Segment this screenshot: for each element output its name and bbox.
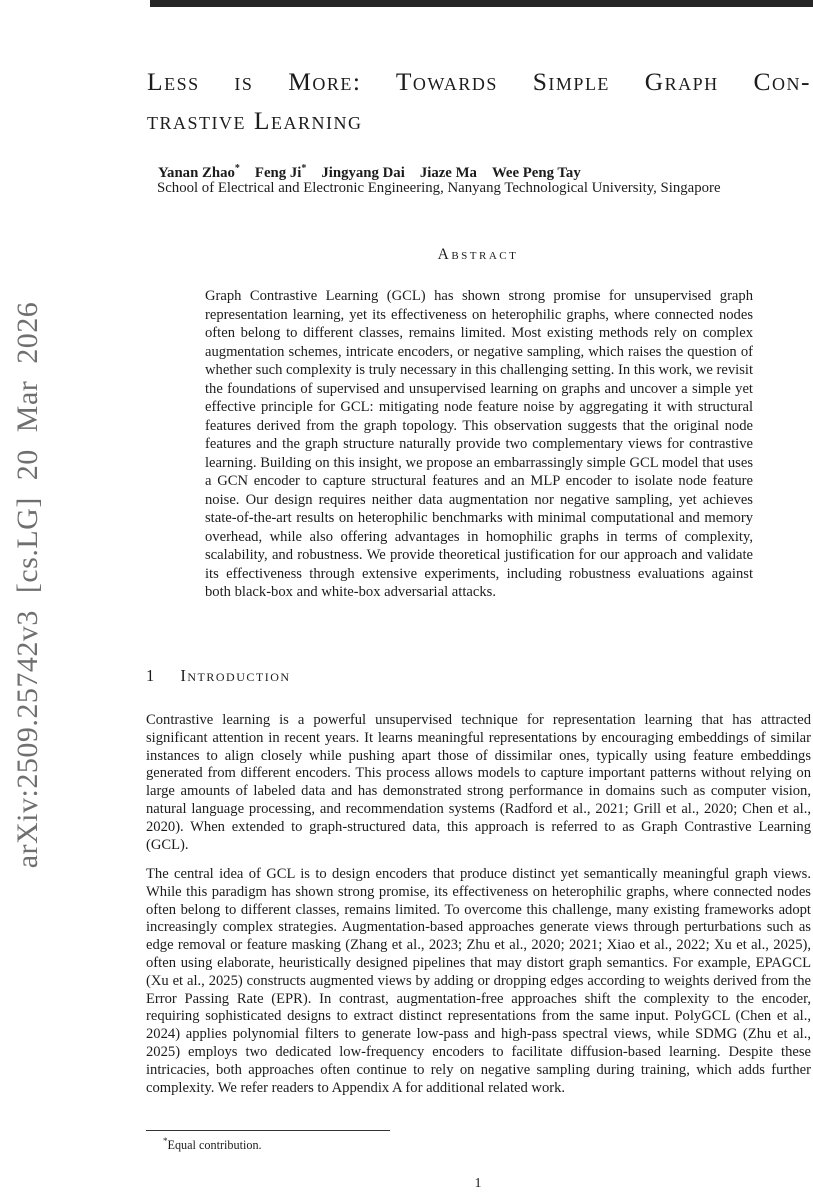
footnote-divider (146, 1130, 390, 1131)
paper-title (147, 62, 811, 140)
paper-title-line1: Less is More: Towards Simple Graph Con- (147, 67, 811, 96)
paper-title-line2: trastive Learning (147, 106, 363, 135)
page-number: 1 (474, 1176, 482, 1191)
arxiv-identifier-watermark: arXiv:2509.25742v3 [cs.LG] 20 Mar 2026 (11, 301, 44, 869)
section-number: 1 (146, 666, 155, 685)
footnote (146, 1136, 763, 1153)
equal-contribution-mark: * (234, 163, 240, 174)
introduction-paragraph-1: Contrastive learning is a powerful unsupervised technique for representation learning that has attracted significant attention in recent years. It learns meaningful representations by encouraging embeddings of similar instances to align closely while pushing apart those of dissimilar ones, typically using feature embeddings generated from different encoders. This process allows models to capture important patterns without relying on large amounts of labeled data and has demonstrated strong performance in domains such as computer vision, natural language processing, and recommendation systems (Radford et al., 2021; Grill et al., 2020; Chen et al., 2020). When extended to graph-structured data, this approach is referred to as Graph Contrastive Learning (GCL). (146, 712, 811, 853)
section-title: Introduction (180, 666, 291, 685)
author-name: Jiaze Ma (419, 164, 477, 181)
footnote-text: Equal contribution. (167, 1138, 262, 1153)
affiliation-line: School of Electrical and Electronic Engineering, Nanyang Technological University, Singapore (157, 180, 721, 196)
equal-contribution-mark: * (301, 163, 307, 174)
author-name: Feng Ji* (254, 163, 307, 181)
author-name: Yanan Zhao* (158, 163, 240, 181)
introduction-paragraph-2: The central idea of GCL is to design encoders that produce distinct yet semantically meaningful graph views. While this paradigm has shown strong promise, its effectiveness on heterophilic graphs, where connected nodes often belong to different classes, remains limited. To overcome this challenge, many existing frameworks adopt increasingly complex strategies. Augmentation-based approaches generate views through perturbations such as edge removal or feature masking (Zhang et al., 2023; Zhu et al., 2020; 2021; Xiao et al., 2022; Xu et al., 2025), often using elaborate, heuristically designed pipelines that may distort graph semantics. For example, EPAGCL (Xu et al., 2025) constructs augmented views by adding or dropping edges according to weights derived from the Error Passing Rate (EPR). In contrast, augmentation-free approaches shift the complexity to the encoder, requiring sophisticated designs to extract distinct representations from the same input. PolyGCL (Chen et al., 2024) applies polynomial filters to generate low-pass and high-pass spectral views, while SDMG (Zhu et al., 2025) employs two dedicated low-frequency encoders to facilitate diffusion-based learning. Despite these intricacies, both approaches often continue to rely on negative sampling during training, which adds further complexity. We refer readers to Appendix A for additional related work. (146, 866, 811, 1096)
author-name: Wee Peng Tay (491, 164, 581, 181)
section-1-heading (146, 666, 810, 686)
footnote-mark: * (163, 1136, 168, 1146)
abstract-text: Graph Contrastive Learning (GCL) has shown strong promise for unsupervised graph representation learning, yet its effectiveness on heterophilic graphs, where connected nodes often belong to different classes, remains limited. Most existing methods rely on complex augmentation schemes, intricate encoders, or negative sampling, which raises the question of whether such complexity is truly necessary in this challenging setting. In this work, we revisit the foundations of supervised and unsupervised learning on graphs and uncover a simple yet effective principle for GCL: mitigating node feature noise by aggregating it with structural features derived from the graph topology. This observation suggests that the original node features and the graph structure naturally provide two complementary views for contrastive learning. Building on this insight, we propose an embarrassingly simple GCL model that uses a GCN encoder to capture structural features and an MLP encoder to isolate node feature noise. Our design requires neither data augmentation nor negative sampling, yet achieves state-of-the-art results on heterophilic benchmarks with minimal computational and memory overhead, while also offering advantages in homophilic graphs in terms of complexity, scalability, and robustness. We provide theoretical justification for our approach and validate its effectiveness through extensive experiments, including robustness evaluations against both black-box and white-box adversarial attacks. (205, 288, 753, 600)
author-name: Jingyang Dai (321, 164, 405, 181)
abstract-heading: Abstract (437, 246, 519, 263)
top-border-bar (150, 0, 813, 7)
